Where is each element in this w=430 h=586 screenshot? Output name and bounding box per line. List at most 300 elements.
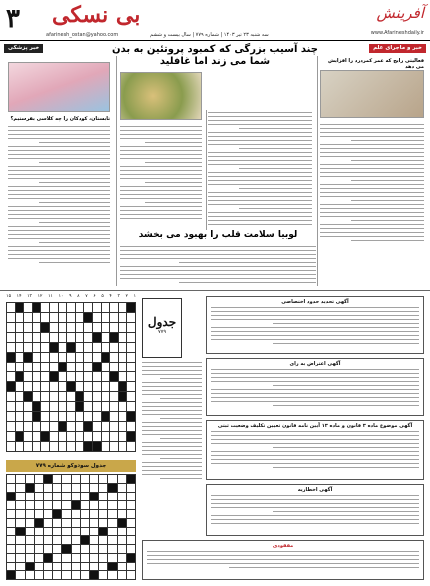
grid-cell[interactable] [58,332,67,342]
grid-cell[interactable] [117,536,126,545]
grid-cell[interactable] [67,303,76,313]
grid-cell[interactable] [84,362,93,372]
grid-cell[interactable] [43,501,52,510]
grid-cell[interactable] [71,501,80,510]
grid-cell[interactable] [67,441,76,451]
grid-cell[interactable] [16,571,25,580]
grid-cell[interactable] [127,332,136,342]
grid-cell[interactable] [71,483,80,492]
grid-cell[interactable] [89,483,98,492]
grid-cell[interactable] [34,483,43,492]
grid-cell[interactable] [71,536,80,545]
grid-cell[interactable] [110,372,119,382]
grid-cell[interactable] [99,501,108,510]
grid-cell[interactable] [53,553,62,562]
grid-cell[interactable] [67,431,76,441]
grid-cell[interactable] [118,372,127,382]
grid-cell[interactable] [15,392,24,402]
grid-cell[interactable] [34,545,43,554]
grid-cell[interactable] [24,422,33,432]
grid-cell[interactable] [7,492,16,501]
grid-cell[interactable] [101,312,110,322]
grid-cell[interactable] [25,492,34,501]
grid-cell[interactable] [24,303,33,313]
grid-cell[interactable] [84,322,93,332]
grid-cell[interactable] [41,382,50,392]
grid-cell[interactable] [15,372,24,382]
grid-cell[interactable] [16,501,25,510]
grid-cell[interactable] [126,510,135,519]
grid-cell[interactable] [50,422,59,432]
grid-cell[interactable] [32,372,41,382]
grid-cell[interactable] [58,342,67,352]
grid-cell[interactable] [15,402,24,412]
grid-cell[interactable] [84,372,93,382]
grid-cell[interactable] [126,527,135,536]
grid-cell[interactable] [108,475,117,484]
grid-cell[interactable] [117,483,126,492]
grid-cell[interactable] [118,312,127,322]
grid-cell[interactable] [108,536,117,545]
grid-cell[interactable] [110,303,119,313]
grid-cell[interactable] [41,303,50,313]
grid-cell[interactable] [67,312,76,322]
grid-cell[interactable] [24,392,33,402]
grid-cell[interactable] [99,545,108,554]
grid-cell[interactable] [34,562,43,571]
grid-cell[interactable] [108,483,117,492]
grid-cell[interactable] [99,518,108,527]
grid-cell[interactable] [24,431,33,441]
grid-cell[interactable] [24,362,33,372]
grid-cell[interactable] [67,342,76,352]
grid-cell[interactable] [93,332,102,342]
grid-cell[interactable] [110,441,119,451]
grid-cell[interactable] [108,510,117,519]
grid-cell[interactable] [7,475,16,484]
grid-cell[interactable] [84,412,93,422]
grid-cell[interactable] [118,402,127,412]
grid-cell[interactable] [80,571,89,580]
grid-cell[interactable] [89,501,98,510]
grid-cell[interactable] [117,501,126,510]
grid-cell[interactable] [62,518,71,527]
grid-cell[interactable] [32,332,41,342]
grid-cell[interactable] [32,322,41,332]
grid-cell[interactable] [62,510,71,519]
grid-cell[interactable] [16,510,25,519]
grid-cell[interactable] [62,501,71,510]
grid-cell[interactable] [101,332,110,342]
grid-cell[interactable] [127,342,136,352]
grid-cell[interactable] [127,352,136,362]
grid-cell[interactable] [80,492,89,501]
grid-cell[interactable] [15,441,24,451]
grid-cell[interactable] [41,392,50,402]
grid-cell[interactable] [93,322,102,332]
grid-cell[interactable] [75,312,84,322]
grid-cell[interactable] [127,303,136,313]
grid-cell[interactable] [24,441,33,451]
grid-cell[interactable] [67,412,76,422]
grid-cell[interactable] [58,392,67,402]
grid-cell[interactable] [101,352,110,362]
grid-cell[interactable] [101,392,110,402]
grid-cell[interactable] [84,441,93,451]
grid-cell[interactable] [53,571,62,580]
grid-cell[interactable] [50,322,59,332]
grid-cell[interactable] [75,402,84,412]
grid-cell[interactable] [25,571,34,580]
grid-cell[interactable] [110,392,119,402]
grid-cell[interactable] [99,562,108,571]
grid-cell[interactable] [118,382,127,392]
grid-cell[interactable] [118,422,127,432]
grid-cell[interactable] [7,412,16,422]
grid-cell[interactable] [110,422,119,432]
grid-cell[interactable] [99,536,108,545]
grid-cell[interactable] [80,501,89,510]
grid-cell[interactable] [25,518,34,527]
grid-cell[interactable] [118,441,127,451]
grid-cell[interactable] [43,475,52,484]
grid-cell[interactable] [7,352,16,362]
grid-cell[interactable] [67,422,76,432]
grid-cell[interactable] [53,545,62,554]
grid-cell[interactable] [7,527,16,536]
grid-cell[interactable] [93,412,102,422]
grid-cell[interactable] [89,518,98,527]
grid-cell[interactable] [32,412,41,422]
grid-cell[interactable] [71,571,80,580]
grid-cell[interactable] [71,527,80,536]
grid-cell[interactable] [67,332,76,342]
grid-cell[interactable] [53,562,62,571]
grid-cell[interactable] [7,332,16,342]
grid-cell[interactable] [80,527,89,536]
grid-cell[interactable] [110,342,119,352]
grid-cell[interactable] [25,510,34,519]
grid-cell[interactable] [50,441,59,451]
grid-cell[interactable] [101,441,110,451]
grid-cell[interactable] [127,422,136,432]
grid-cell[interactable] [75,362,84,372]
grid-cell[interactable] [93,431,102,441]
grid-cell[interactable] [58,402,67,412]
grid-cell[interactable] [75,382,84,392]
grid-cell[interactable] [99,492,108,501]
grid-cell[interactable] [24,322,33,332]
grid-cell[interactable] [84,312,93,322]
grid-cell[interactable] [53,527,62,536]
grid-cell[interactable] [99,553,108,562]
grid-cell[interactable] [43,527,52,536]
grid-cell[interactable] [101,303,110,313]
grid-cell[interactable] [75,342,84,352]
grid-cell[interactable] [58,312,67,322]
grid-cell[interactable] [62,475,71,484]
grid-cell[interactable] [127,362,136,372]
grid-cell[interactable] [127,412,136,422]
grid-cell[interactable] [127,441,136,451]
grid-cell[interactable] [93,392,102,402]
grid-cell[interactable] [108,571,117,580]
grid-cell[interactable] [32,342,41,352]
grid-cell[interactable] [93,422,102,432]
grid-cell[interactable] [15,362,24,372]
grid-cell[interactable] [93,402,102,412]
grid-cell[interactable] [16,492,25,501]
grid-cell[interactable] [118,431,127,441]
grid-cell[interactable] [117,545,126,554]
grid-cell[interactable] [15,342,24,352]
grid-cell[interactable] [7,536,16,545]
grid-cell[interactable] [75,412,84,422]
grid-cell[interactable] [62,536,71,545]
grid-cell[interactable] [118,303,127,313]
grid-cell[interactable] [89,553,98,562]
grid-cell[interactable] [93,382,102,392]
grid-cell[interactable] [58,412,67,422]
grid-cell[interactable] [32,402,41,412]
grid-cell[interactable] [25,527,34,536]
grid-cell[interactable] [75,322,84,332]
grid-cell[interactable] [75,352,84,362]
grid-cell[interactable] [117,475,126,484]
grid-cell[interactable] [34,527,43,536]
grid-cell[interactable] [43,518,52,527]
grid-cell[interactable] [84,342,93,352]
grid-cell[interactable] [93,441,102,451]
grid-cell[interactable] [84,402,93,412]
grid-cell[interactable] [50,412,59,422]
grid-cell[interactable] [75,303,84,313]
grid-cell[interactable] [41,422,50,432]
grid-cell[interactable] [53,475,62,484]
grid-cell[interactable] [84,303,93,313]
grid-cell[interactable] [126,571,135,580]
grid-cell[interactable] [80,475,89,484]
grid-cell[interactable] [84,382,93,392]
grid-cell[interactable] [126,475,135,484]
grid-cell[interactable] [16,562,25,571]
grid-cell[interactable] [16,483,25,492]
grid-cell[interactable] [43,571,52,580]
grid-cell[interactable] [53,510,62,519]
grid-cell[interactable] [117,562,126,571]
grid-cell[interactable] [43,562,52,571]
grid-cell[interactable] [50,303,59,313]
grid-cell[interactable] [117,571,126,580]
grid-cell[interactable] [101,412,110,422]
grid-cell[interactable] [93,303,102,313]
grid-cell[interactable] [43,483,52,492]
grid-cell[interactable] [62,562,71,571]
grid-cell[interactable] [15,382,24,392]
grid-cell[interactable] [127,392,136,402]
grid-cell[interactable] [32,303,41,313]
grid-cell[interactable] [127,431,136,441]
grid-cell[interactable] [117,527,126,536]
grid-cell[interactable] [7,431,16,441]
grid-cell[interactable] [84,431,93,441]
grid-cell[interactable] [43,492,52,501]
grid-cell[interactable] [24,412,33,422]
grid-cell[interactable] [80,510,89,519]
grid-cell[interactable] [34,518,43,527]
second-puzzle-grid[interactable] [6,474,136,580]
grid-cell[interactable] [71,518,80,527]
grid-cell[interactable] [67,352,76,362]
grid-cell[interactable] [41,312,50,322]
grid-cell[interactable] [75,422,84,432]
grid-cell[interactable] [7,545,16,554]
grid-cell[interactable] [41,362,50,372]
grid-cell[interactable] [50,372,59,382]
grid-cell[interactable] [101,342,110,352]
grid-cell[interactable] [126,492,135,501]
grid-cell[interactable] [126,536,135,545]
grid-cell[interactable] [15,412,24,422]
grid-cell[interactable] [25,501,34,510]
grid-cell[interactable] [67,322,76,332]
grid-cell[interactable] [118,392,127,402]
grid-cell[interactable] [43,510,52,519]
grid-cell[interactable] [62,553,71,562]
grid-cell[interactable] [41,372,50,382]
grid-cell[interactable] [75,392,84,402]
grid-cell[interactable] [7,483,16,492]
grid-cell[interactable] [67,392,76,402]
grid-cell[interactable] [110,332,119,342]
grid-cell[interactable] [101,362,110,372]
grid-cell[interactable] [7,382,16,392]
grid-cell[interactable] [7,510,16,519]
grid-cell[interactable] [58,303,67,313]
grid-cell[interactable] [75,372,84,382]
grid-cell[interactable] [7,571,16,580]
grid-cell[interactable] [80,545,89,554]
grid-cell[interactable] [126,545,135,554]
grid-cell[interactable] [71,510,80,519]
grid-cell[interactable] [15,312,24,322]
grid-cell[interactable] [32,422,41,432]
grid-cell[interactable] [99,571,108,580]
grid-cell[interactable] [117,492,126,501]
grid-cell[interactable] [34,475,43,484]
grid-cell[interactable] [32,441,41,451]
grid-cell[interactable] [101,431,110,441]
grid-cell[interactable] [50,352,59,362]
grid-cell[interactable] [50,431,59,441]
grid-cell[interactable] [7,402,16,412]
grid-cell[interactable] [24,402,33,412]
grid-cell[interactable] [62,492,71,501]
grid-cell[interactable] [58,352,67,362]
grid-cell[interactable] [32,392,41,402]
grid-cell[interactable] [34,492,43,501]
grid-cell[interactable] [41,441,50,451]
grid-cell[interactable] [126,553,135,562]
grid-cell[interactable] [34,501,43,510]
grid-cell[interactable] [50,402,59,412]
grid-cell[interactable] [15,422,24,432]
grid-cell[interactable] [110,382,119,392]
grid-cell[interactable] [71,553,80,562]
grid-cell[interactable] [101,382,110,392]
grid-cell[interactable] [32,431,41,441]
grid-cell[interactable] [16,545,25,554]
grid-cell[interactable] [7,518,16,527]
grid-cell[interactable] [34,510,43,519]
grid-cell[interactable] [71,475,80,484]
grid-cell[interactable] [84,392,93,402]
grid-cell[interactable] [15,322,24,332]
grid-cell[interactable] [75,441,84,451]
grid-cell[interactable] [7,422,16,432]
grid-cell[interactable] [43,553,52,562]
grid-cell[interactable] [117,553,126,562]
grid-cell[interactable] [15,303,24,313]
grid-cell[interactable] [16,475,25,484]
grid-cell[interactable] [58,322,67,332]
grid-cell[interactable] [58,382,67,392]
grid-cell[interactable] [53,536,62,545]
grid-cell[interactable] [53,518,62,527]
grid-cell[interactable] [93,342,102,352]
grid-cell[interactable] [7,562,16,571]
grid-cell[interactable] [84,422,93,432]
grid-cell[interactable] [99,510,108,519]
grid-cell[interactable] [7,362,16,372]
grid-cell[interactable] [15,431,24,441]
grid-cell[interactable] [80,483,89,492]
grid-cell[interactable] [50,332,59,342]
grid-cell[interactable] [118,332,127,342]
grid-cell[interactable] [127,322,136,332]
grid-cell[interactable] [50,382,59,392]
grid-cell[interactable] [32,352,41,362]
grid-cell[interactable] [67,372,76,382]
grid-cell[interactable] [127,402,136,412]
grid-cell[interactable] [7,501,16,510]
grid-cell[interactable] [80,562,89,571]
grid-cell[interactable] [84,352,93,362]
grid-cell[interactable] [24,342,33,352]
grid-cell[interactable] [89,510,98,519]
grid-cell[interactable] [108,518,117,527]
grid-cell[interactable] [108,527,117,536]
grid-cell[interactable] [32,382,41,392]
grid-cell[interactable] [80,553,89,562]
grid-cell[interactable] [25,545,34,554]
grid-cell[interactable] [25,553,34,562]
grid-cell[interactable] [50,392,59,402]
grid-cell[interactable] [99,483,108,492]
grid-cell[interactable] [126,518,135,527]
grid-cell[interactable] [118,412,127,422]
grid-cell[interactable] [84,332,93,342]
grid-cell[interactable] [89,492,98,501]
grid-cell[interactable] [58,441,67,451]
grid-cell[interactable] [118,342,127,352]
grid-cell[interactable] [108,562,117,571]
grid-cell[interactable] [41,322,50,332]
grid-cell[interactable] [110,412,119,422]
grid-cell[interactable] [58,372,67,382]
grid-cell[interactable] [127,312,136,322]
grid-cell[interactable] [117,510,126,519]
